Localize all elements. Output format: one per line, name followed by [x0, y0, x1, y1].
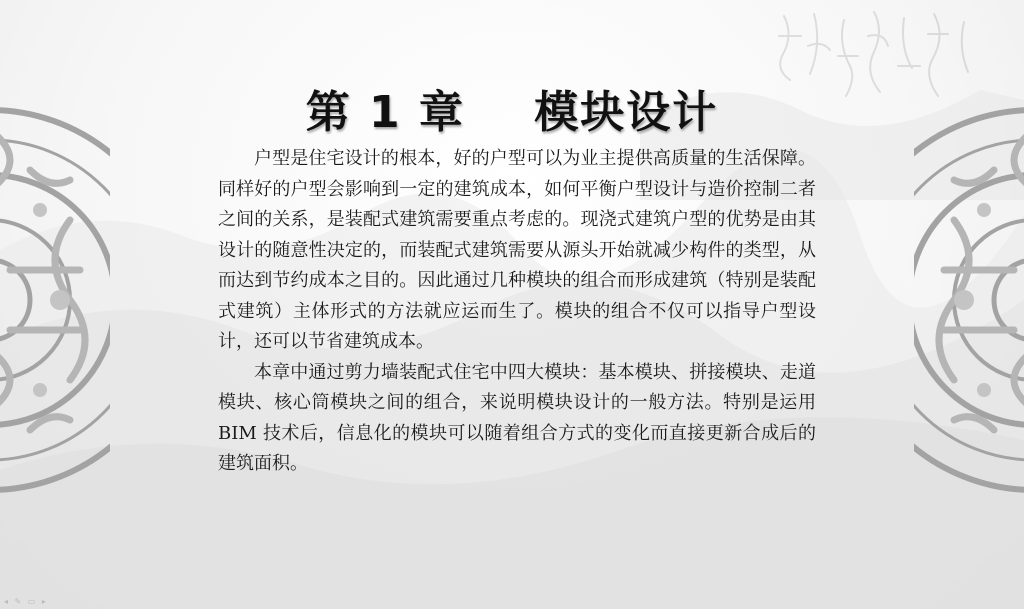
left-ornament-icon [0, 90, 110, 510]
paragraph-2: 本章中通过剪力墙装配式住宅中四大模块：基本模块、拼接模块、走道模块、核心筒模块之间的组合，来说明模块设计的一般方法。特别是运用 BIM 技术后，信息化的模块可以随着组合方式的变化而直接更新合成后的建筑面积。 [218, 361, 816, 474]
chapter-title: 第 1 章 模块设计 [305, 87, 719, 138]
paragraph-1: 户型是住宅设计的根本，好的户型可以为业主提供高质量的生活保障。同样好的户型会影响到一定的建筑成本，如何平衡户型设计与造价控制二者之间的关系，是装配式建筑需要重点考虑的。现浇式建筑户型的优势是由其设计的随意性决定的，而装配式建筑需要从源头开始就减少构件的类型，从而达到节约成本之目的。因此通过几种模块的组合而形成建筑（特别是装配式建筑）主体形式的方法就应运而生了。模块的组合不仅可以指导户型设计，还可以节省建筑成本。 [218, 148, 816, 352]
slide-nav-icon[interactable]: ◂ ✎ ▭ ▸ [4, 597, 48, 606]
body-text [218, 144, 816, 480]
right-ornament-icon [914, 90, 1024, 510]
